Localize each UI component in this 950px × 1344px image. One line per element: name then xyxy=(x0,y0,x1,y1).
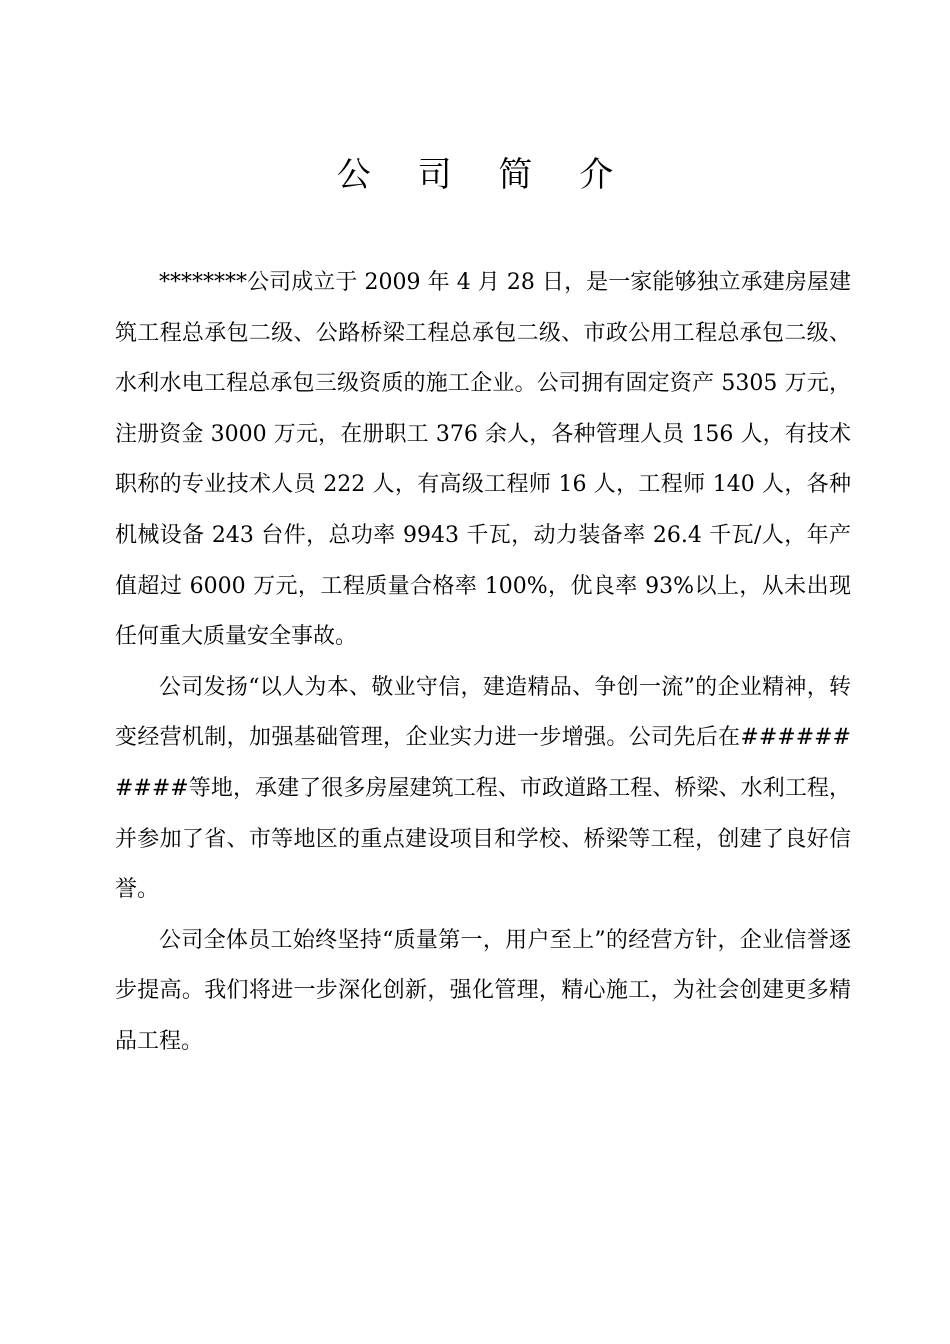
page-title: 公 司 简 介 xyxy=(336,155,632,195)
paragraph-company-overview: ********公司成立于 2009 年 4 月 28 日，是一家能够独立承建房屋建筑工程总承包二级、公路桥梁工程总承包二级、市政公用工程总承包二级、水利水电工程总承包三级资质的施工企业。公司拥有固定资产 5305 万元，注册资金 3000 万元，在册职工 376 余人，各种管理人员 156 人，有技术职称的专业技术人员 222 人，有高级工程师 16 人，工程师 140 人，各种机械设备 243 台件，总功率 9943 千瓦，动力装备率 26.4 千瓦/人，年产值超过 6000 万元，工程质量合格率 100%，优良率 93%以上，从未出现任何重大质量安全事故。 xyxy=(115,270,851,650)
paragraph-company-spirit: 公司发扬“以人为本、敬业守信，建造精品、争创一流”的企业精神，转变经营机制，加强基础管理，企业实力进一步增强。公司先后在##########等地，承建了很多房屋建筑工程、市政道路工程、桥梁、水利工程，并参加了省、市等地区的重点建设项目和学校、桥梁等工程，创建了良好信誉。 xyxy=(115,674,851,903)
document-body xyxy=(115,258,851,1068)
paragraph-business-policy: 公司全体员工始终坚持“质量第一，用户至上”的经营方针，企业信誉逐步提高。我们将进一步深化创新，强化管理，精心施工，为社会创建更多精品工程。 xyxy=(115,927,851,1054)
